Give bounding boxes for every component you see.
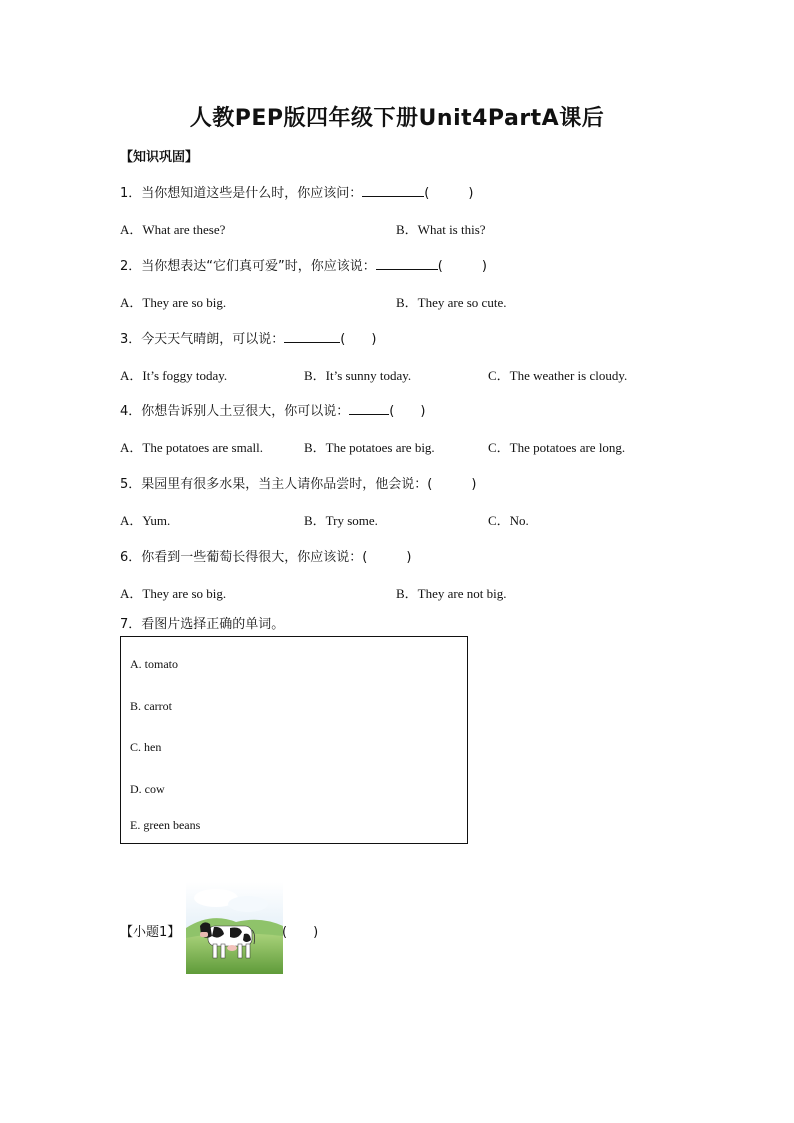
answer-blank[interactable] [284,330,340,343]
option-4a[interactable]: A．The potatoes are small. [120,440,263,455]
option-2a[interactable]: A．They are so big. [120,295,227,310]
answer-paren[interactable]: ( ) [424,186,474,201]
word-option: C. hen [130,740,162,754]
answer-paren[interactable]: ( ) [389,404,426,419]
question-7: 7．看图片选择正确的单词。 [120,617,285,632]
word-option: D. cow [130,782,165,796]
word-option: B. carrot [130,699,172,713]
question-6: 6．你看到一些葡萄长得很大，你应该说：( ) [120,546,411,565]
cow-picture [186,882,283,974]
answer-paren[interactable]: ( ) [282,925,319,940]
option-6a[interactable]: A．They are so big. [120,586,227,601]
question-2: 2．当你想表达“它们真可爱”时，你应该说： ( ) [120,255,487,274]
word-bank-box [120,636,468,844]
answer-blank[interactable] [362,184,424,197]
option-1a[interactable]: A．What are these? [120,222,226,237]
question-4: 4．你想告诉别人土豆很大，你可以说： ( ) [120,400,425,419]
option-5a[interactable]: A．Yum. [120,513,171,528]
question-5: 5．果园里有很多水果，当主人请你品尝时，他会说：( ) [120,473,476,492]
option-3c[interactable]: C．The weather is cloudy. [488,368,628,383]
word-option: E. green beans [130,818,201,832]
option-1b[interactable]: B．What is this? [396,222,486,237]
option-4c[interactable]: C．The potatoes are long. [488,440,626,455]
question-3: 3．今天天气晴朗，可以说： ( ) [120,328,376,347]
option-5b[interactable]: B．Try some. [304,513,378,528]
section-heading: 【知识巩固】 [120,150,199,165]
answer-paren[interactable]: ( ) [340,332,377,347]
question-1: 1．当你想知道这些是什么时，你应该问： ( ) [120,182,473,201]
subquestion-label: 【小题1】 [120,925,181,940]
answer-paren[interactable]: ( ) [437,259,487,274]
option-6b[interactable]: B．They are not big. [396,586,507,601]
word-option: A. tomato [130,657,178,671]
answer-blank[interactable] [349,402,389,415]
option-5c[interactable]: C．No. [488,513,529,528]
answer-paren[interactable]: ( ) [362,550,412,565]
option-3b[interactable]: B．It’s sunny today. [304,368,412,383]
option-4b[interactable]: B．The potatoes are big. [304,440,435,455]
answer-paren[interactable]: ( ) [427,477,477,492]
answer-blank[interactable] [376,257,438,270]
page-title: 人教PEP版四年级下册Unit4PartA课后 [189,106,605,131]
option-2b[interactable]: B．They are so cute. [396,295,507,310]
option-3a[interactable]: A．It’s foggy today. [120,368,228,383]
